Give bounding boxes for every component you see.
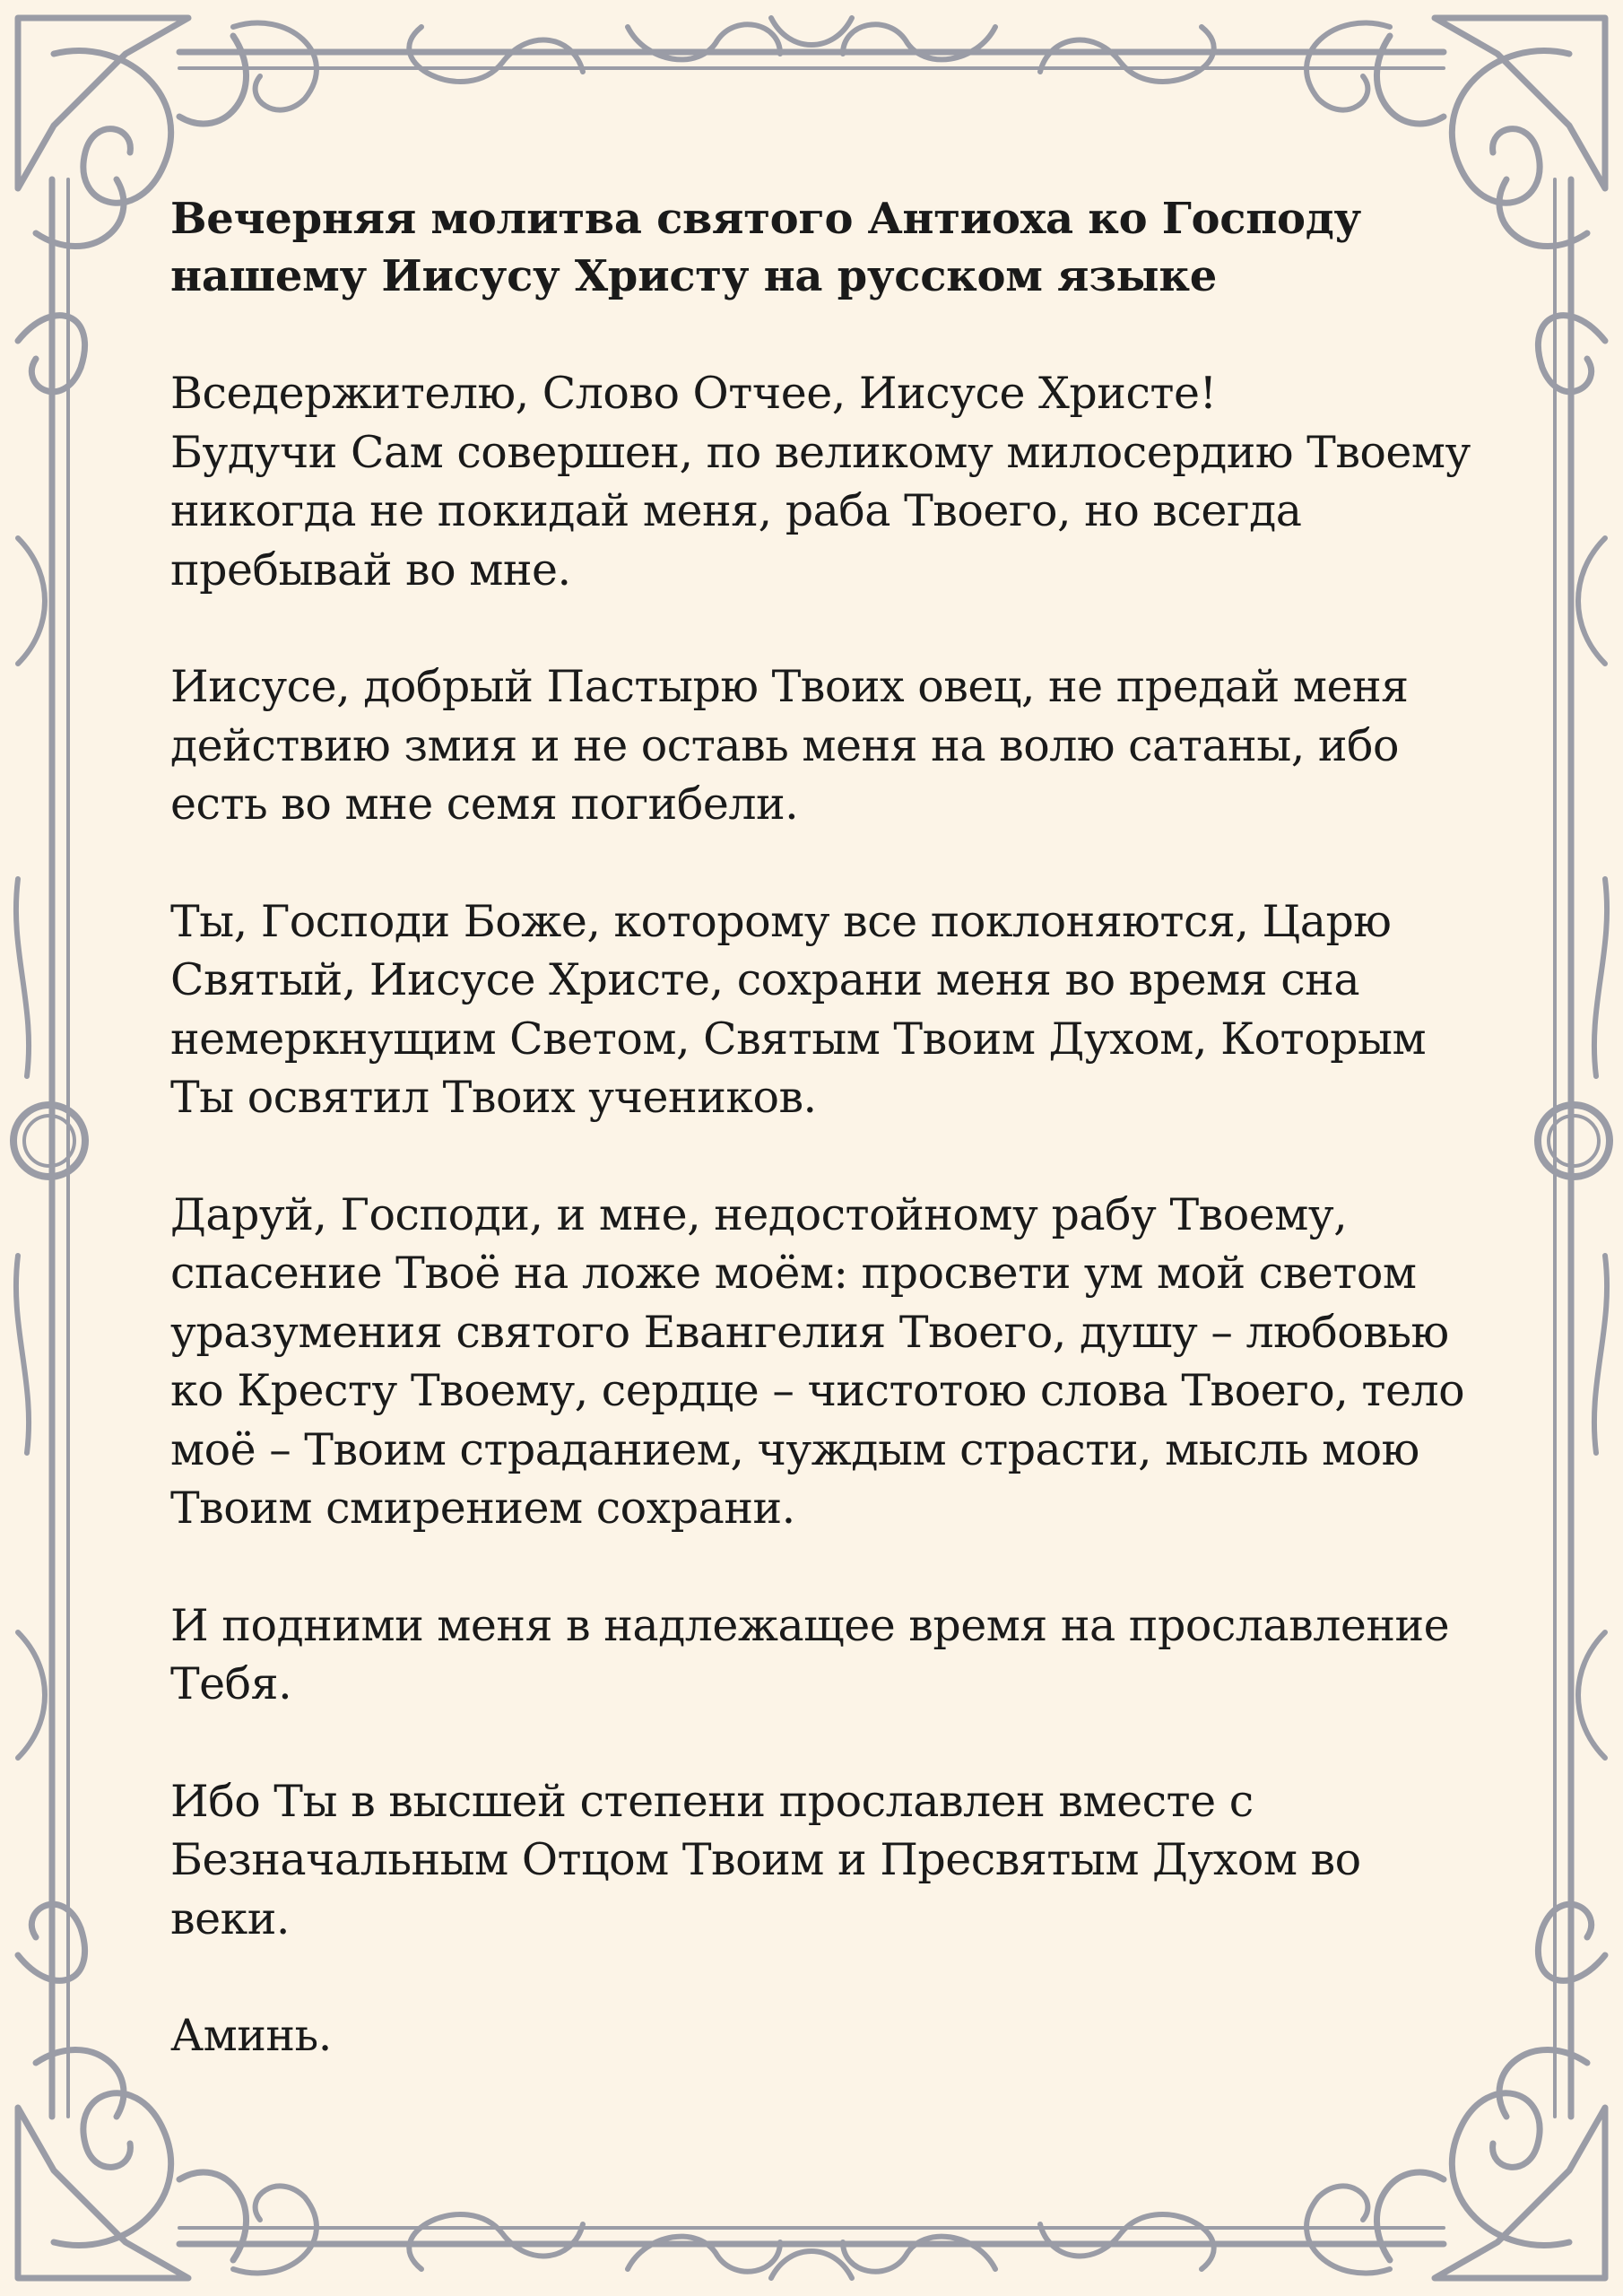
paragraph-amen: Аминь. — [170, 2010, 332, 2061]
right-side-ornaments — [1578, 538, 1607, 1758]
left-side-ornaments — [16, 538, 45, 1758]
paragraph-3: Ты, Господи Боже, которому все поклоняются, Царю Святый, Иисусе Христе, сохрани меня во время сна немеркнущим Светом, Святым Твоим Духом, Которым Ты освятил Твоих учеников. — [170, 895, 1427, 1123]
prayer-text — [170, 190, 1488, 2124]
paragraph-4: Даруй, Господи, и мне, недостойному рабу Твоему, спасение Твоё на ложе моём: просвети ум мой светом уразумения святого Евангелия Твоего, душу – любовью ко Кресту Твоему, сердце – чистотою слова Твоего, тело моё – Твоим страданием, чуждым страсти, мысль мою Твоим смирением сохрани. — [170, 1188, 1465, 1534]
paragraph-1: Вседержителю, Слово Отчее, Иисусе Христе! Будучи Сам совершен, по великому милосердию Твоему никогда не покидай меня, раба Твоего, но всегда пребывай во мне. — [170, 368, 1471, 596]
paragraph-2: Иисусе, добрый Пастырю Твоих овец, не предай меня действию змия и не оставь меня на волю сатаны, ибо есть во мне семя погибели. — [170, 661, 1409, 830]
paragraph-6: Ибо Ты в высшей степени прославлен вместе с Безначальным Отцом Твоим и Пресвятым Духом во веки. — [170, 1775, 1361, 1944]
paragraph-5: И подними меня в надлежащее время на прославление Тебя. — [170, 1599, 1450, 1709]
top-scrolls — [233, 18, 1390, 110]
prayer-title: Вечерняя молитва святого Антиоха ко Господу нашему Иисусу Христу на русском языке — [170, 194, 1361, 301]
bottom-scrolls — [233, 2186, 1390, 2278]
